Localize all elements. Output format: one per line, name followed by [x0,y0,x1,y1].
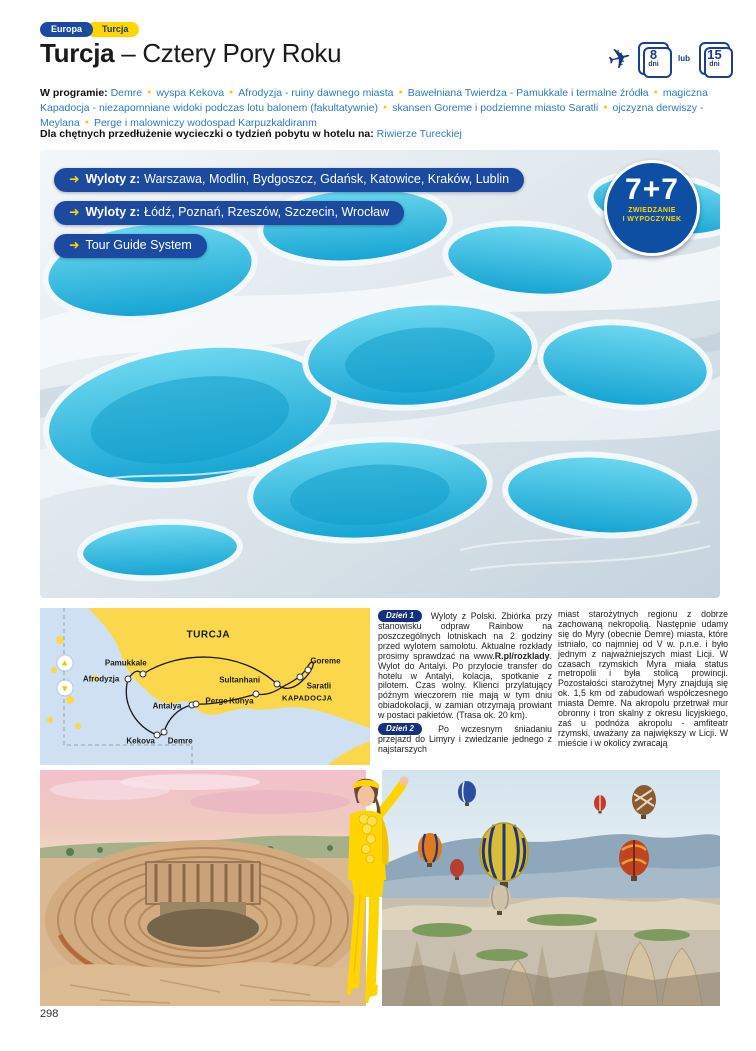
itinerary-day-2 [378,723,552,755]
program-summary [40,86,730,130]
text-segment-bullet: ● [229,89,234,96]
route-map [40,608,370,765]
map-marker-konya [253,691,260,698]
plane-icon: ✈ [604,40,635,76]
text-segment-bullet: ● [603,103,608,111]
balloons-illustration [382,770,720,1006]
map-country-label: TURCJA [186,629,231,641]
amphitheater-illustration [40,770,366,1006]
arrow-icon: ➜ [69,205,80,219]
text-segment-link: wyspa Kekova [156,87,225,99]
badge-7plus7 [604,160,700,256]
map-marker-sultanhani [273,680,280,687]
text-segment-link: skansen Goreme i podziemne miasto Saratli [392,101,599,114]
text-segment-link: ojczyzna derwiszy - Meylana [40,101,704,129]
departure-pills [54,168,524,258]
text-segment-link: Bawełniana Twierdza - Pamukkale i termalne źródła [407,87,649,99]
text-segment-badge: Dzień 1 [378,610,422,622]
duration-badge-15 [699,42,730,75]
map-label-goreme: Goreme [310,656,341,666]
itinerary-column-left [378,610,552,757]
photo-balloons-cappadocia [382,770,720,1006]
breadcrumb [40,22,139,37]
badge-7plus7-line1: ZWIEDZANIE [628,207,676,214]
map-label-saratli: Saratli [306,681,332,691]
map-label-pamukkale: Pamukkale [104,658,147,668]
mascot-illustration [326,765,416,1010]
badge-7plus7-line2: I WYPOCZYNEK [622,216,682,223]
itinerary-day-1 [378,610,552,721]
badge-7plus7-value: 7+7 [625,173,679,206]
map-label-antalya: Antalya [152,701,182,711]
map-label-sultanhani: Sultanhani [219,675,261,685]
extension-note [40,128,730,141]
text-segment-link: Demre [110,87,143,99]
text-segment-text: Wyloty z Polski. Zbiórka przy stanowisku odpraw Rainbow na poszczególnych lotniskach na 2 godziny przed wylotem samolotu. Aktualne rozkłady prosimy sprawdzać na www. [378,611,552,661]
map-marker-afrodyzja [125,675,132,682]
departure-pill: ➜ Tour Guide System [54,234,207,258]
map-label-kekova: Kekova [126,736,155,746]
arrow-icon: ➜ [69,172,80,186]
map-region-label: KAPADOCJA [282,693,333,703]
map-label-afrodyzja: Afrodyzja [82,674,120,684]
text-segment-label: W programie: [40,87,111,99]
map-arrow-up-icon: ▲ [57,655,72,670]
map-marker-perge [193,700,200,707]
duration-connector: lub [678,54,690,63]
text-segment-bullet: ● [84,118,89,126]
departure-pill: ➜ Wyloty z: Łódź, Poznań, Rzeszów, Szczecin, Wrocław [54,201,404,225]
map-marker-saratli [297,674,304,681]
text-segment-bullet: ● [653,89,658,96]
text-segment-bullet: ● [398,89,403,96]
text-segment-text: Po wczesnym śniadaniu przejazd do Limyry i zwiedzanie jednego z najstarszych [378,724,552,754]
itinerary-continuation: miast starożytnych regionu z dobrze zachowaną nekropolią. Następnie udamy się do Myry (obecnie Demre) miasta, które istniało, co najmniej od V w. p.n.e. i było jednym z najważniejszych miast Licji. W czasach rzymskich Myra miała status metropolii i była stolicą prowincji. Pozostałości starożytnej Myry znajdują się ok. 1,5 km od zabudowań współczesnego miasta Demre. Na akropolu przetrwał mur obronny i tron skalny z okresu licyjskiego, zaś u podnóża akropolu - amfiteatr rzymski, uważany za największy w Licji. W mieście i w okolicy zwracają [558,609,728,748]
tour-guide-mascot [326,765,416,1010]
map-label-konya: Konya [229,696,254,706]
breadcrumb-region: Europa [40,22,93,37]
map-label-demre: Demre [167,736,193,746]
text-segment-link: Perge i malowniczy wodospad Karpuzkaldiranm [93,116,317,129]
duration-value: 8 [649,47,658,62]
page-number: 298 [40,1008,59,1020]
text-segment-link: Riwierze Tureckiej [376,128,462,140]
duration-badge-8 [638,42,669,75]
photo-amphitheater [40,770,366,1006]
itinerary-column-right [558,610,728,751]
departure-pill: ➜ Wyloty z: Warszawa, Modlin, Bydgoszcz, Gdańsk, Katowice, Kraków, Lublin [54,168,524,192]
text-segment-text: . Wylot do Antalyi. Po przylocie transfer do hotelu w Antalyi, kolacja, spotkanie z pilotem. Czas wolny. Klienci przylatujący późnym wieczorem nie mają w tym dniu obiadokolacji, w zamian otrzymają prowiant w postaci pakietów. (Trasa ok. 20 km). [378,650,552,721]
arrow-icon: ➜ [69,238,80,252]
map-marker-goreme [304,667,311,674]
page-title: Turcja – Cztery Pory Roku [40,38,342,68]
trip-duration [604,40,730,76]
breadcrumb-country: Turcja [87,22,139,37]
text-segment-label: Dla chętnych przedłużenie wycieczki o tydzień pobytu w hotelu na: [40,128,377,140]
duration-unit: dni [648,61,659,68]
map-label-perge: Perge [205,696,228,706]
map-marker-demre [161,729,168,736]
text-segment-badge: Dzień 2 [378,723,422,735]
text-segment-link: magiczna Kapadocja - niezapomniane widoki podczas lotu balonem (fakultatywnie) [40,87,708,114]
text-segment-link: Afrodyzja - ruiny dawnego miasta [238,87,394,99]
duration-unit: dni [709,61,720,68]
map-arrow-down-icon: ▼ [57,681,72,696]
hero-photo-pamukkale [40,150,720,598]
duration-value: 15 [707,47,722,62]
text-segment-bullet: ● [147,89,152,96]
text-segment-bold: R.pl/rozklady [494,650,550,661]
map-marker-pamukkale [139,670,146,677]
text-segment-bullet: ● [382,103,388,111]
